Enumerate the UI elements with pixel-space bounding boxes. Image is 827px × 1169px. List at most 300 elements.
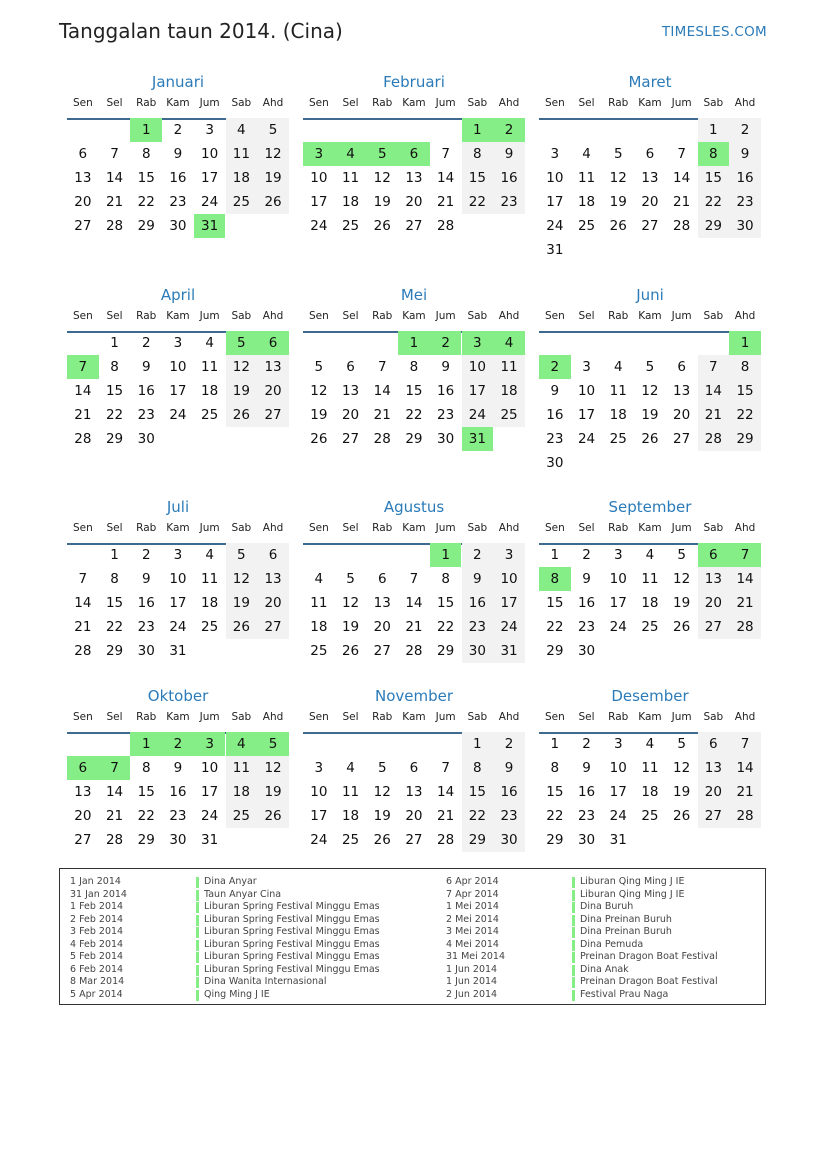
day-cell: 3 (194, 732, 226, 756)
day-cell: 8 (462, 142, 494, 166)
day-cell: 29 (137, 218, 155, 234)
day-cell: 26 (226, 403, 258, 427)
day-cell: 14 (729, 567, 761, 591)
day-cell: 18 (310, 619, 328, 635)
holiday-name: Liburan Spring Festival Minggu Emas (204, 938, 380, 950)
day-cell: 9 (173, 146, 183, 162)
day-cell: 25 (341, 218, 360, 234)
day-cell: 11 (641, 760, 659, 776)
day-cell: 30 (137, 643, 155, 659)
day-cell: 12 (257, 756, 289, 780)
weekday-header: Sab (703, 97, 724, 109)
holiday-marker (196, 965, 199, 976)
day-cell: 10 (493, 567, 525, 591)
day-cell: 26 (373, 832, 391, 848)
day-cell: 16 (437, 383, 455, 399)
day-cell: 19 (226, 591, 258, 615)
day-cell: 17 (493, 591, 525, 615)
weekday-header: Kam (402, 711, 426, 723)
day-cell: 27 (373, 643, 391, 659)
day-cell: 30 (493, 828, 525, 852)
day-cell: 18 (641, 784, 659, 800)
holiday-date: 5 Feb 2014 (70, 951, 124, 962)
day-cell: 11 (493, 355, 525, 379)
day-cell: 5 (613, 146, 623, 162)
day-cell: 23 (729, 190, 761, 214)
day-cell: 23 (137, 619, 155, 635)
day-cell: 2 (162, 732, 194, 756)
day-cell: 27 (74, 832, 92, 848)
weekday-header: Jum (671, 97, 692, 109)
day-cell: 13 (74, 170, 92, 186)
day-cell: 2 (173, 122, 183, 138)
holiday-date: 4 Feb 2014 (70, 938, 124, 950)
day-cell: 11 (310, 595, 328, 611)
day-cell: 2 (582, 736, 591, 752)
day-cell: 15 (105, 595, 124, 611)
day-cell: 30 (546, 455, 564, 471)
day-cell: 21 (673, 194, 691, 210)
weekday-header: Ahd (262, 97, 284, 109)
day-cell: 28 (405, 643, 423, 659)
weekday-header: Jum (199, 711, 220, 723)
day-cell: 25 (226, 190, 258, 214)
day-cell: 10 (169, 571, 187, 587)
day-cell: 31 (609, 832, 627, 848)
day-cell: 22 (137, 808, 155, 824)
day-cell: 1 (462, 732, 494, 756)
day-cell: 9 (582, 571, 591, 587)
day-cell: 23 (493, 190, 525, 214)
holiday-legend (59, 868, 766, 1005)
day-cell: 5 (346, 571, 355, 587)
weekday-header: Sel (578, 711, 595, 723)
holiday-date: 1 Mei 2014 (446, 901, 499, 912)
holiday-marker (572, 965, 575, 976)
day-cell: 3 (205, 122, 214, 138)
weekday-header: Ahd (498, 97, 520, 109)
day-cell: 30 (577, 832, 596, 848)
day-cell: 31 (546, 242, 564, 258)
weekday-header: Sen (544, 522, 565, 534)
day-cell: 26 (341, 643, 360, 659)
holiday-name: Dina Anak (580, 963, 629, 975)
day-cell: 5 (257, 118, 289, 142)
day-cell: 20 (641, 194, 659, 210)
holiday-name: Liburan Qing Ming J IE (580, 876, 685, 887)
weekday-header: Kam (166, 711, 190, 723)
holiday-marker (572, 915, 575, 926)
day-cell: 17 (169, 383, 187, 399)
day-cell: 13 (405, 170, 423, 186)
day-cell: 15 (729, 379, 761, 403)
holiday-marker (572, 977, 575, 988)
holiday-date: 2 Jun 2014 (446, 988, 498, 1000)
day-cell: 7 (377, 359, 387, 375)
day-cell: 3 (613, 547, 623, 563)
day-cell: 24 (201, 194, 219, 210)
day-cell: 15 (137, 784, 155, 800)
day-cell: 13 (641, 170, 659, 186)
day-cell: 26 (310, 431, 328, 447)
day-cell: 12 (373, 170, 391, 186)
day-cell: 18 (493, 379, 525, 403)
day-cell: 6 (677, 359, 686, 375)
day-cell: 13 (257, 355, 289, 379)
day-cell: 29 (729, 427, 761, 451)
day-cell: 30 (462, 639, 494, 663)
day-cell: 19 (226, 379, 258, 403)
holiday-marker (196, 952, 199, 963)
day-cell: 29 (105, 431, 124, 447)
day-cell: 25 (609, 431, 627, 447)
holiday-name: Preinan Dragon Boat Festival (580, 976, 718, 987)
day-cell: 24 (201, 808, 219, 824)
weekday-header: Ahd (734, 310, 756, 322)
day-cell: 10 (310, 170, 328, 186)
day-cell: 24 (609, 808, 627, 824)
day-cell: 27 (257, 403, 289, 427)
header-rule (539, 331, 759, 333)
day-cell: 15 (546, 784, 564, 800)
day-cell: 17 (310, 194, 328, 210)
holiday-marker (572, 890, 575, 901)
holiday-name: Liburan Spring Festival Minggu Emas (204, 926, 380, 937)
day-cell: 13 (257, 567, 289, 591)
day-cell: 4 (205, 547, 214, 563)
day-cell: 8 (698, 142, 730, 166)
day-cell: 1 (462, 118, 494, 142)
day-cell: 25 (577, 218, 596, 234)
weekday-header: Sab (703, 522, 724, 534)
day-cell: 12 (673, 571, 691, 587)
day-cell: 28 (437, 832, 455, 848)
weekday-header: Ahd (498, 711, 520, 723)
day-cell: 26 (673, 619, 691, 635)
day-cell: 1 (430, 543, 462, 567)
day-cell: 20 (257, 379, 289, 403)
day-cell: 13 (698, 756, 730, 780)
weekday-header: Jum (435, 711, 456, 723)
day-cell: 11 (201, 571, 219, 587)
day-cell: 10 (609, 571, 627, 587)
day-cell: 25 (641, 619, 659, 635)
day-cell: 29 (546, 643, 564, 659)
day-cell: 23 (546, 431, 564, 447)
day-cell: 19 (373, 194, 391, 210)
day-cell: 30 (137, 431, 155, 447)
day-cell: 29 (137, 832, 155, 848)
day-cell: 18 (641, 595, 659, 611)
day-cell: 1 (130, 118, 162, 142)
day-cell: 15 (437, 595, 455, 611)
day-cell: 21 (74, 619, 92, 635)
day-cell: 21 (698, 403, 730, 427)
weekday-header: Jum (435, 522, 456, 534)
holiday-date: 2 Mei 2014 (446, 913, 499, 925)
day-cell: 8 (539, 567, 571, 591)
day-cell: 11 (341, 784, 360, 800)
day-cell: 14 (373, 383, 391, 399)
day-cell: 15 (105, 383, 124, 399)
day-cell: 7 (441, 146, 450, 162)
day-cell: 8 (110, 571, 119, 587)
day-cell: 25 (201, 407, 219, 423)
day-cell: 24 (310, 218, 328, 234)
month-name: Desember (611, 687, 689, 705)
weekday-header: Ahd (734, 97, 756, 109)
weekday-header: Sab (467, 522, 488, 534)
day-cell: 7 (677, 146, 686, 162)
day-cell: 5 (677, 736, 686, 752)
weekday-header: Sab (231, 522, 252, 534)
day-cell: 27 (405, 218, 423, 234)
day-cell: 12 (373, 784, 391, 800)
weekday-header: Kam (166, 522, 190, 534)
weekday-header: Jum (671, 522, 692, 534)
day-cell: 6 (698, 543, 730, 567)
weekday-header: Sen (308, 310, 329, 322)
day-cell: 15 (137, 170, 155, 186)
holiday-marker (196, 915, 199, 926)
day-cell: 4 (613, 359, 623, 375)
day-cell: 8 (141, 146, 151, 162)
weekday-header: Jum (671, 711, 692, 723)
weekday-header: Sel (578, 522, 595, 534)
day-cell: 2 (141, 335, 151, 351)
day-cell: 18 (341, 808, 360, 824)
day-cell: 9 (173, 760, 183, 776)
day-cell: 12 (673, 760, 691, 776)
day-cell: 17 (609, 595, 627, 611)
weekday-header: Jum (435, 310, 456, 322)
brand-link[interactable]: TIMESLES.COM (661, 24, 767, 40)
day-cell: 21 (105, 194, 124, 210)
day-cell: 26 (641, 431, 659, 447)
day-cell: 1 (110, 547, 119, 563)
day-cell: 14 (105, 170, 124, 186)
day-cell: 7 (409, 571, 419, 587)
day-cell: 31 (462, 427, 494, 451)
day-cell: 8 (409, 359, 419, 375)
month-name: Februari (383, 73, 445, 91)
holiday-name: Liburan Spring Festival Minggu Emas (204, 951, 380, 962)
day-cell: 28 (729, 804, 761, 828)
day-cell: 15 (546, 595, 564, 611)
day-cell: 9 (493, 142, 525, 166)
weekday-header: Jum (435, 97, 456, 109)
weekday-header: Sel (578, 310, 595, 322)
day-cell: 24 (169, 407, 187, 423)
day-cell: 10 (609, 760, 627, 776)
day-cell: 13 (341, 383, 360, 399)
weekday-header: Rab (372, 711, 393, 723)
day-cell: 10 (201, 760, 219, 776)
day-cell: 5 (677, 547, 686, 563)
holiday-marker (572, 877, 575, 888)
month-name: Oktober (147, 687, 209, 705)
holiday-marker (196, 877, 199, 888)
weekday-header: Sen (544, 97, 565, 109)
holiday-date: 6 Feb 2014 (70, 963, 124, 975)
day-cell: 25 (201, 619, 219, 635)
day-cell: 3 (462, 331, 494, 355)
day-cell: 18 (226, 780, 258, 804)
day-cell: 2 (141, 547, 151, 563)
day-cell: 3 (314, 760, 324, 776)
day-cell: 7 (698, 355, 730, 379)
day-cell: 6 (257, 331, 289, 355)
weekday-header: Sab (467, 97, 488, 109)
holiday-name: Preinan Dragon Boat Festival (580, 951, 718, 962)
weekday-header: Ahd (734, 522, 756, 534)
holiday-name: Taun Anyar Cina (204, 888, 282, 900)
day-cell: 2 (430, 331, 462, 355)
weekday-header: Rab (608, 522, 629, 534)
weekday-header: Sen (544, 310, 565, 322)
day-cell: 23 (169, 808, 187, 824)
day-cell: 9 (441, 359, 450, 375)
day-cell: 22 (437, 619, 455, 635)
weekday-header: Ahd (498, 310, 520, 322)
weekday-header: Kam (402, 522, 426, 534)
day-cell: 24 (546, 218, 564, 234)
day-cell: 7 (729, 732, 761, 756)
day-cell: 28 (698, 427, 730, 451)
holiday-date: 3 Mei 2014 (446, 926, 499, 937)
month-name: April (160, 286, 196, 304)
day-cell: 13 (74, 784, 92, 800)
day-cell: 3 (493, 543, 525, 567)
day-cell: 30 (577, 643, 596, 659)
day-cell: 30 (729, 214, 761, 238)
day-cell: 23 (437, 407, 455, 423)
day-cell: 12 (310, 383, 328, 399)
holiday-marker (196, 990, 199, 1001)
day-cell: 1 (729, 331, 761, 355)
day-cell: 17 (310, 808, 328, 824)
day-cell: 17 (577, 407, 596, 423)
day-cell: 16 (169, 784, 187, 800)
day-cell: 28 (729, 615, 761, 639)
day-cell: 11 (577, 170, 596, 186)
day-cell: 6 (67, 756, 99, 780)
day-cell: 20 (341, 407, 360, 423)
day-cell: 28 (437, 218, 455, 234)
day-cell: 29 (405, 431, 423, 447)
day-cell: 4 (645, 547, 655, 563)
month-name: Agustus (383, 498, 445, 516)
day-cell: 29 (105, 643, 124, 659)
holiday-name: Festival Prau Naga (580, 988, 669, 1000)
weekday-header: Rab (372, 522, 393, 534)
day-cell: 13 (373, 595, 391, 611)
day-cell: 14 (105, 784, 124, 800)
day-cell: 21 (373, 407, 391, 423)
day-cell: 10 (310, 784, 328, 800)
holiday-date: 1 Jun 2014 (446, 963, 498, 975)
day-cell: 15 (698, 166, 730, 190)
holiday-marker (196, 940, 199, 951)
day-cell: 19 (609, 194, 627, 210)
month-name: Januari (151, 73, 205, 91)
day-cell: 20 (74, 194, 92, 210)
weekday-header: Ahd (498, 522, 520, 534)
holiday-name: Dina Buruh (580, 901, 634, 912)
holiday-marker (196, 927, 199, 938)
holiday-marker (572, 952, 575, 963)
day-cell: 4 (335, 142, 367, 166)
day-cell: 28 (74, 431, 92, 447)
day-cell: 23 (493, 804, 525, 828)
day-cell: 24 (169, 619, 187, 635)
weekday-header: Kam (166, 97, 190, 109)
day-cell: 18 (577, 194, 596, 210)
day-cell: 11 (226, 756, 258, 780)
day-cell: 28 (105, 832, 124, 848)
day-cell: 21 (729, 591, 761, 615)
weekday-header: Ahd (262, 711, 284, 723)
day-cell: 12 (609, 170, 627, 186)
holiday-marker (196, 890, 199, 901)
weekday-header: Rab (136, 522, 157, 534)
day-cell: 4 (346, 760, 355, 776)
day-cell: 29 (462, 828, 494, 852)
day-cell: 11 (641, 571, 659, 587)
day-cell: 26 (373, 218, 391, 234)
holiday-name: Dina Preinan Buruh (580, 913, 672, 925)
day-cell: 25 (226, 804, 258, 828)
day-cell: 21 (405, 619, 423, 635)
day-cell: 27 (341, 431, 360, 447)
day-cell: 25 (493, 403, 525, 427)
day-cell: 7 (99, 756, 131, 780)
day-cell: 19 (673, 595, 691, 611)
day-cell: 5 (314, 359, 324, 375)
day-cell: 9 (582, 760, 591, 776)
holiday-marker (572, 940, 575, 951)
day-cell: 5 (257, 732, 289, 756)
holiday-name: Liburan Spring Festival Minggu Emas (204, 901, 380, 912)
weekday-header: Sel (342, 711, 359, 723)
day-cell: 7 (67, 355, 99, 379)
day-cell: 8 (729, 355, 761, 379)
weekday-header: Sel (106, 522, 123, 534)
day-cell: 6 (257, 543, 289, 567)
day-cell: 5 (645, 359, 655, 375)
weekday-header: Ahd (262, 310, 284, 322)
day-cell: 4 (645, 736, 655, 752)
day-cell: 28 (74, 643, 92, 659)
day-cell: 23 (462, 615, 494, 639)
weekday-header: Rab (136, 97, 157, 109)
weekday-header: Ahd (262, 522, 284, 534)
day-cell: 13 (673, 383, 691, 399)
day-cell: 28 (105, 218, 124, 234)
day-cell: 19 (257, 166, 289, 190)
day-cell: 7 (441, 760, 450, 776)
day-cell: 4 (582, 146, 591, 162)
day-cell: 6 (78, 146, 88, 162)
day-cell: 24 (462, 403, 494, 427)
weekday-header: Kam (402, 97, 426, 109)
holiday-marker (572, 990, 575, 1001)
weekday-header: Kam (638, 97, 662, 109)
day-cell: 29 (698, 214, 730, 238)
day-cell: 4 (205, 335, 214, 351)
day-cell: 3 (582, 359, 591, 375)
day-cell: 11 (226, 142, 258, 166)
